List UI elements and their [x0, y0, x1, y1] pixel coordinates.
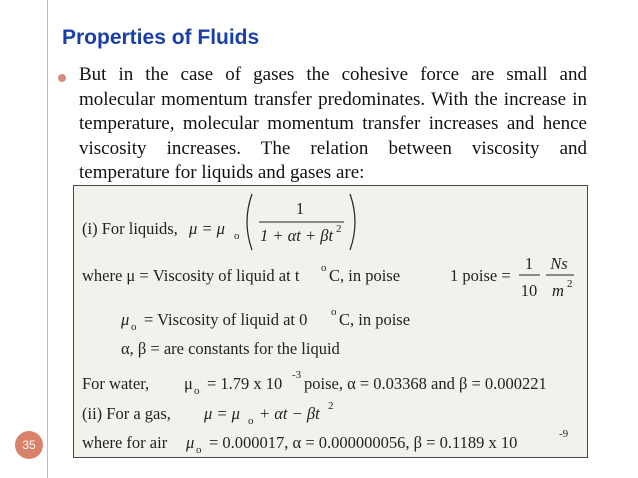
mu0-sub: o [131, 321, 137, 333]
where-mu-tail: C, in poise [329, 266, 401, 285]
mu0-text: = Viscosity of liquid at 0 [144, 310, 308, 329]
gas-eq-tail: + αt − βt [259, 404, 320, 423]
air-exp: -9 [559, 428, 569, 440]
air-label: where for air [82, 433, 168, 452]
mu0-symbol: μ [121, 310, 130, 329]
gas-sub: o [248, 415, 254, 427]
water-tail: poise, α = 0.03368 and β = 0.000221 [304, 374, 547, 393]
formula-box [73, 185, 588, 458]
left-paren-icon [247, 194, 252, 250]
water-sub: o [194, 385, 200, 397]
poise-den1: 10 [520, 281, 538, 300]
mu0-sup: o [331, 306, 337, 318]
air-tail: = 0.000017, α = 0.000000056, β = 0.1189 x 10 [209, 433, 518, 452]
right-paren-icon [350, 194, 355, 250]
alpha-beta-text: α, β = are constants for the liquid [121, 339, 340, 358]
bullet-text: But in the case of gases the cohesive force are small and molecular momentum transfer predominates. With the increase in temperature, molecular momentum transfer increases and hence viscosity increases. The relation between viscosity and temperature for liquids and gases are: [79, 64, 587, 183]
water-label: For water, [82, 374, 150, 393]
poise-lhs: 1 poise = [450, 266, 511, 285]
gas-sup: 2 [328, 400, 334, 412]
liquids-eq-lhs: μ = μ [189, 219, 225, 238]
bullet-icon [58, 74, 66, 82]
water-mu: μ [184, 374, 193, 393]
poise-num1: 1 [524, 254, 534, 273]
where-mu-sup: o [321, 262, 327, 274]
gas-label: (ii) For a gas, [82, 404, 171, 423]
page-number-badge: 35 [15, 431, 43, 459]
left-divider [47, 0, 48, 478]
liquids-label: (i) For liquids, [82, 219, 178, 238]
mu0-tail: C, in poise [339, 310, 411, 329]
gas-eq: μ = μ [204, 404, 240, 423]
formula-svg [74, 186, 587, 457]
frac-denominator-sup: 2 [336, 223, 342, 235]
where-mu-text: where μ = Viscosity of liquid at t [82, 266, 300, 285]
water-val: = 1.79 x 10 [207, 374, 283, 393]
air-sub: o [196, 444, 202, 456]
slide-title: Properties of Fluids [62, 26, 260, 49]
frac-numerator: 1 [295, 199, 305, 218]
poise-num2: Ns [550, 254, 568, 273]
poise-den2: m [552, 281, 564, 300]
frac-denominator: 1 + αt + βt [260, 226, 334, 245]
water-exp: -3 [292, 369, 302, 381]
poise-den2-sup: 2 [567, 278, 573, 290]
air-mu: μ [186, 433, 195, 452]
liquids-eq-sub: o [234, 230, 240, 242]
